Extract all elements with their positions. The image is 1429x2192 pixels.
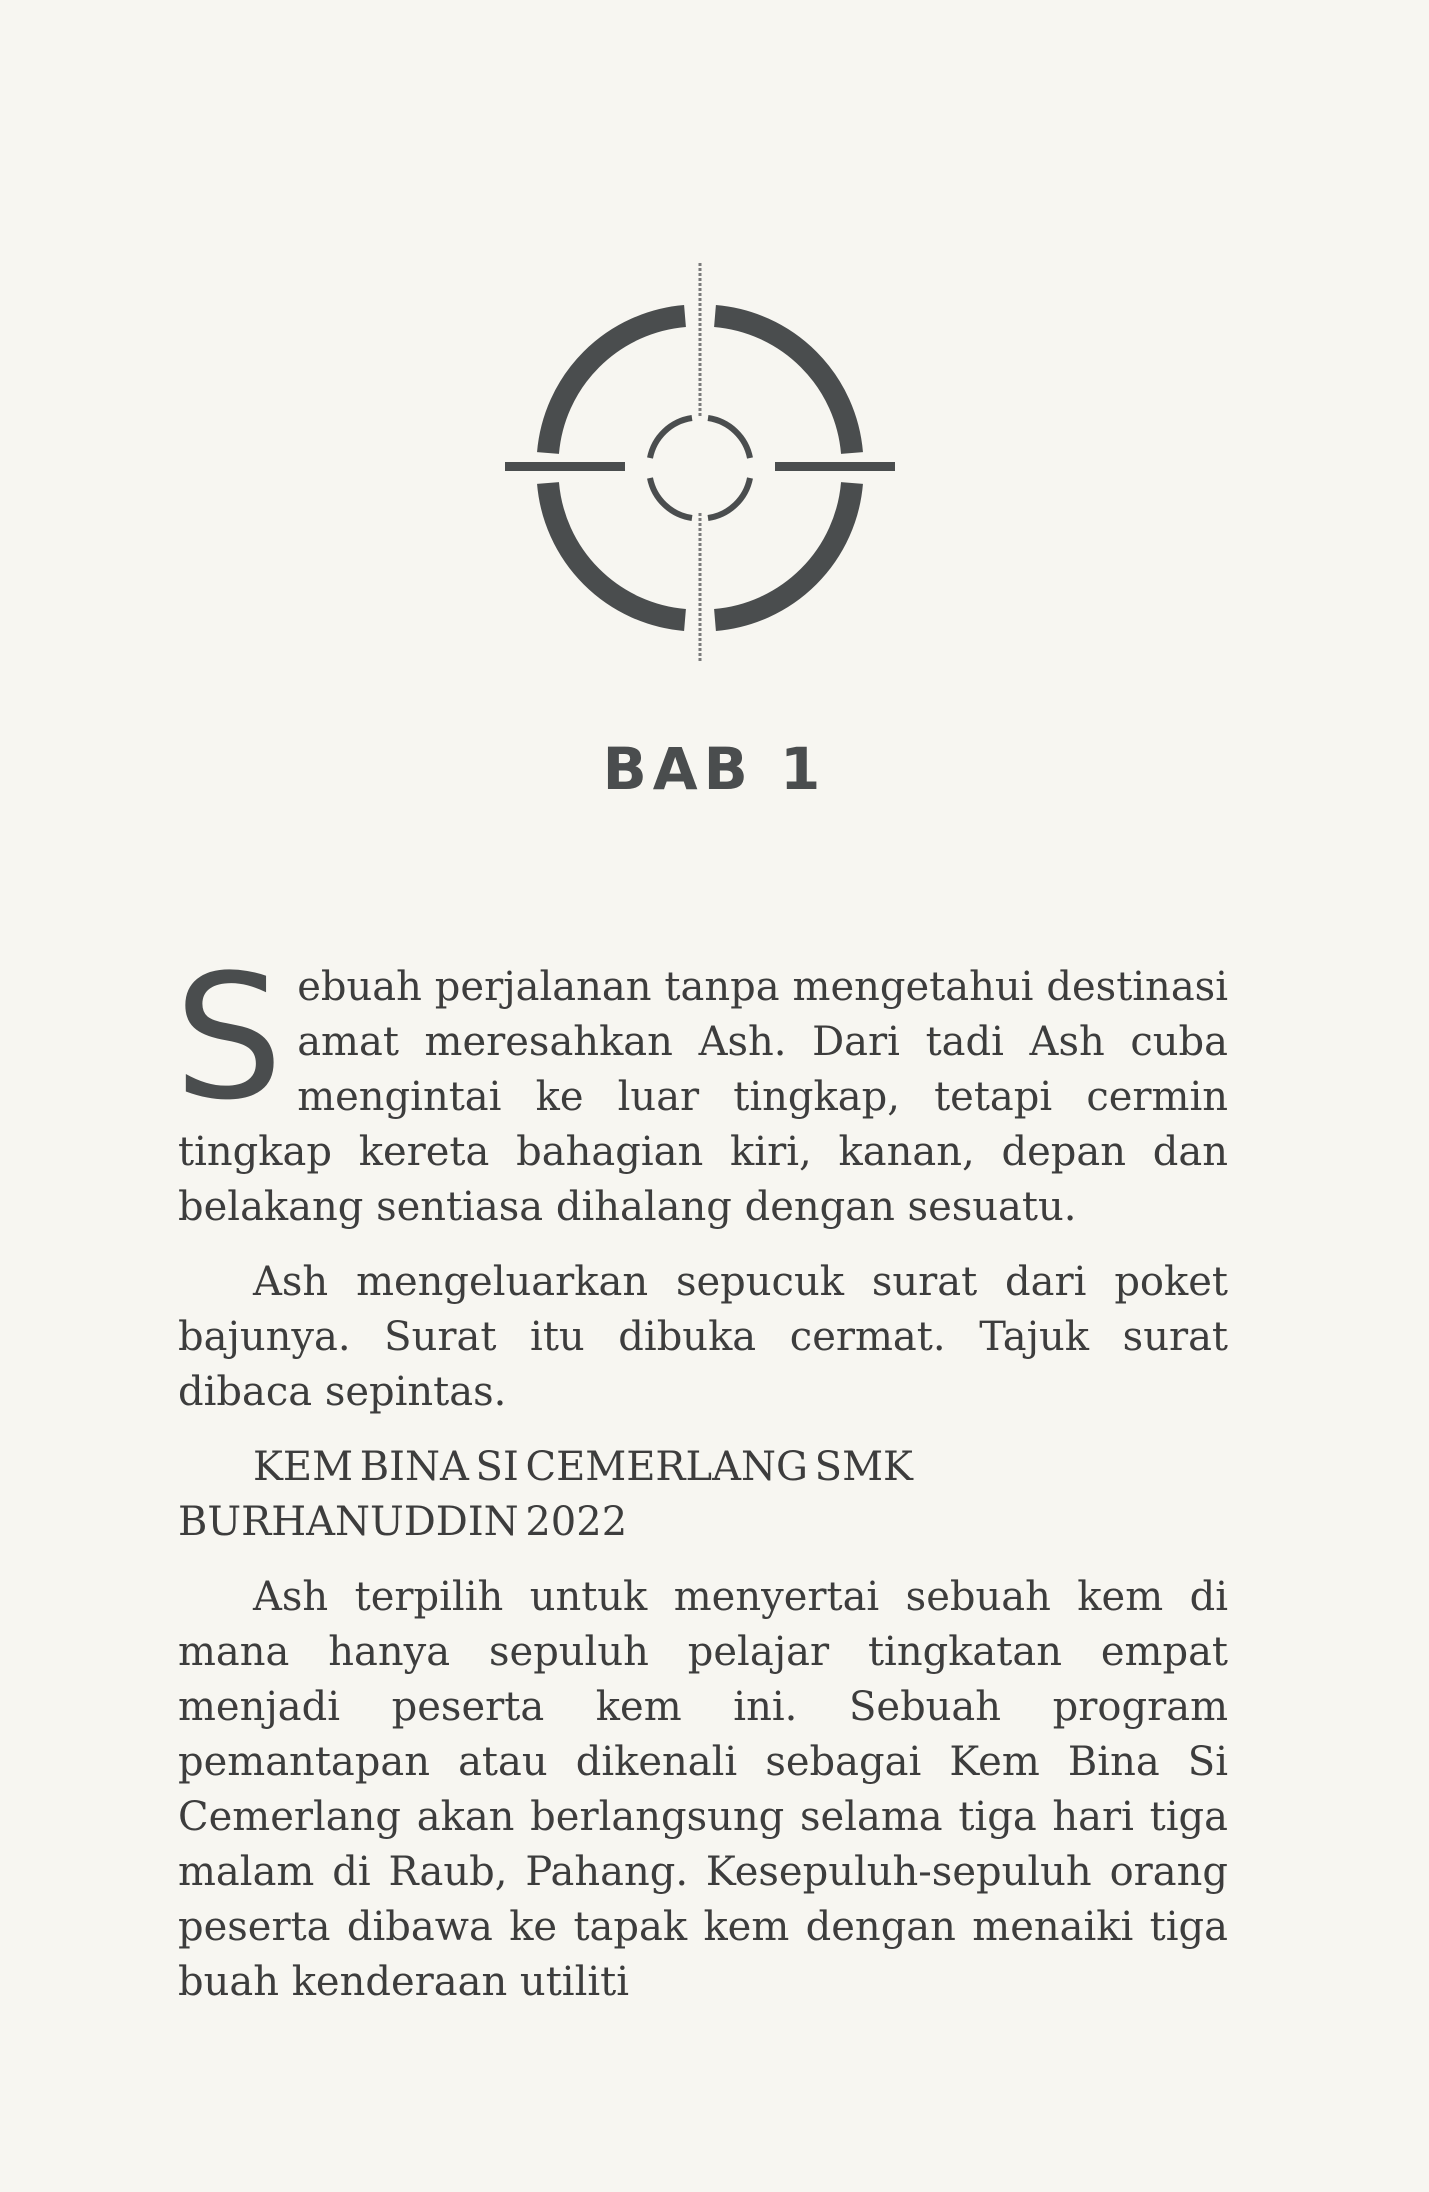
inner-ring-bottom-right (708, 478, 750, 518)
paragraph-2: Ash mengeluarkan sepucuk surat dari poket bajunya. Surat itu dibuka cermat. Tajuk surat dibaca sepintas. (178, 1259, 1228, 1415)
chapter-body (174, 937, 1228, 2030)
paragraph-4: Ash terpilih untuk menyertai sebuah kem di mana hanya sepuluh pelajar tingkatan empat menjadi peserta kem ini. Sebuah program pemantapan atau dikenali sebagai Kem Bina Si Cemerlang akan berlangsung selama tiga hari tiga malam di Raub, Pahang. Kesepuluh-sepuluh orang peserta dibawa ke tapak kem dengan menaiki tiga buah kenderaan utiliti (178, 1574, 1228, 2005)
chapter-title: BAB 1 (602, 735, 827, 803)
inner-ring-top-right (708, 418, 750, 458)
inner-ring-top-left (650, 418, 692, 458)
drop-cap: S (174, 937, 284, 1138)
crosshair-left-line (505, 462, 625, 471)
paragraph-1-text: ebuah perjalanan tanpa mengetahui destinasi amat meresahkan Ash. Dari tadi Ash cuba mengintai ke luar tingkap, tetapi cermin tingkap kereta bahagian kiri, kanan, depan dan belakang sentiasa dihalang dengan sesuatu. (178, 964, 1228, 1230)
crosshair-icon (500, 258, 900, 668)
paragraph-1 (174, 937, 1228, 1235)
inner-ring-bottom-left (650, 478, 692, 518)
letter-heading: KEM BINA SI CEMERLANG SMK BURHANUDDIN 2022 (178, 1444, 913, 1545)
crosshair-right-line (775, 462, 895, 471)
